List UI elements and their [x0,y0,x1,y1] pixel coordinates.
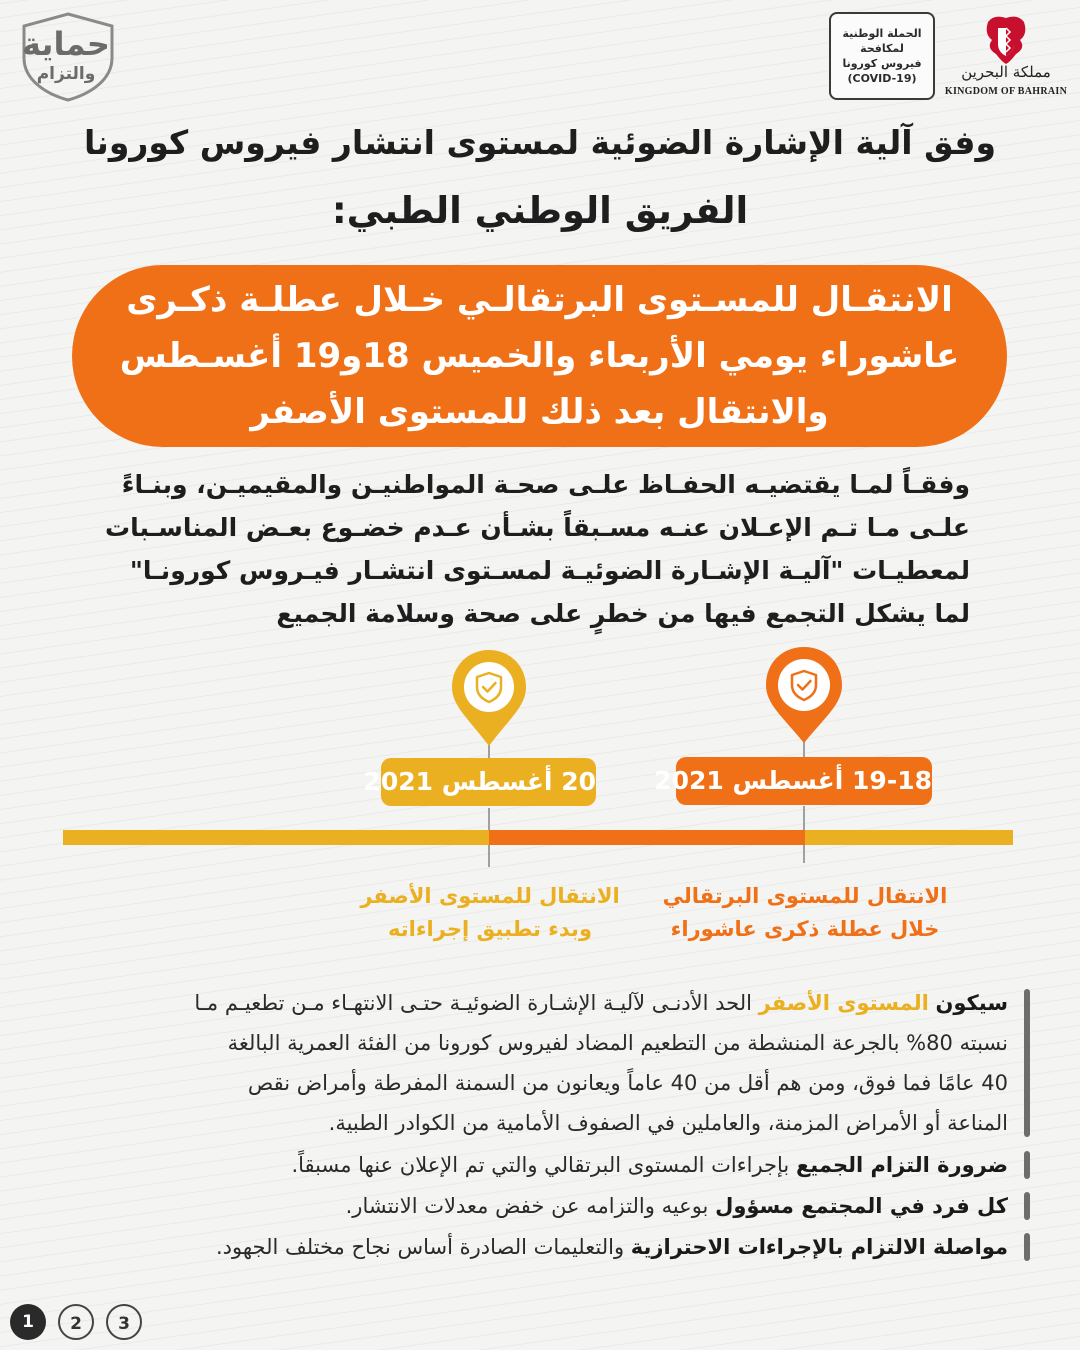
bullet-text: بوعيه والتزامه عن خفض معدلات الانتشار. [345,1194,709,1218]
shield-check-icon [764,645,844,745]
timeline-connector [488,845,490,867]
bullet-line: المناعة أو الأمراض المزمنة، والعاملين في الصفوف الأمامية من الكوادر الطبية. [328,1111,1008,1135]
campaign-line: فيروس كورونا [842,57,922,70]
bahrain-emblem-icon [984,14,1028,66]
date-pill-august-18-19: 19-18 أغسطس 2021 [676,757,932,805]
bullet-line [30,1186,1008,1226]
list-item [30,1186,1030,1226]
timeline-connector [488,808,490,830]
list-item [30,983,1030,1143]
timeline-orange-segment [489,830,805,845]
himaya-logo [18,12,118,102]
caption-line: وبدء تطبيق إجراءاته [388,917,592,941]
page-indicator-3[interactable]: 3 [106,1304,142,1340]
timeline-caption-orange [640,880,970,946]
bullet-bold: سيكون [935,991,1008,1015]
timeline-caption-yellow [330,880,650,946]
bullet-line [30,1227,1008,1267]
list-item [30,1145,1030,1185]
timeline-connector [803,806,805,830]
bullet-text: الحد الأدنـى لآليـة الإشـارة الضوئيـة حتـى الانتهـاء مـن تطعيـم مـا [194,991,752,1015]
bullet-line [30,983,1008,1023]
shield-check-icon [450,648,528,748]
himaya-logo-line2: والتزام [36,64,96,84]
list-item [30,1227,1030,1267]
page-title: وفق آلية الإشارة الضوئية لمستوى انتشار فيروس كورونا [84,123,996,162]
bullet-line: نسبته 80% بالجرعة المنشطة من التطعيم المضاد لفيروس كورونا من الفئة العمرية البالغة [227,1031,1008,1055]
caption-line: خلال عطلة ذكرى عاشوراء [670,917,940,941]
page-indicator-2[interactable]: 2 [58,1304,94,1340]
bullet-bold: مواصلة الالتزام بالإجراءات الاحترازية [630,1235,1008,1259]
paragraph-line: لما يشكل التجمع فيها من خطرٍ على صحة وسلامة الجميع [276,599,970,628]
banner-line: الانتقـال للمسـتوى البرتقالـي خـلال عطلـة ذكـرى [126,280,953,320]
kingdom-name-english: KINGDOM OF BAHRAIN [944,86,1068,97]
caption-line: الانتقال للمستوى البرتقالي [662,884,948,908]
bullet-line [30,1145,1008,1185]
banner-text [120,272,960,440]
paragraph-line: لمعطيـات "آليـة الإشـارة الضوئيـة لمسـتوى انتشـار فيـروس كورونـا" [129,556,970,585]
paragraph-line: علـى مـا تـم الإعـلان عنـه مسـبقاً بشـأن عـدم خضـوع بعـض المناسـبات [104,513,970,542]
bullet-bar [1024,989,1030,1137]
bullet-line: 40 عامًا فما فوق، ومن هم أقل من 40 عاماً ويعانون من السمنة المفرطة وأمراض نقص [247,1071,1008,1095]
campaign-line: لمكافحة [860,42,904,55]
campaign-line: (COVID-19) [847,72,917,85]
highlight-yellow-level: المستوى الأصفر [758,991,929,1015]
paragraph-line: وفقـاً لمـا يقتضيـه الحفـاظ علـى صحـة المواطنيـن والمقيميـن، وبنـاءً [121,470,970,499]
bullet-text: والتعليمات الصادرة أساس نجاح مختلف الجهود. [215,1235,625,1259]
announcement-banner [72,265,1007,447]
caption-line: الانتقال للمستوى الأصفر [360,884,620,908]
timeline-connector [803,845,805,863]
himaya-logo-line1: حماية [22,25,110,63]
date-pill-august-20: 20 أغسطس 2021 [381,758,596,806]
banner-line: والانتقال بعد ذلك للمستوى الأصفر [250,392,829,432]
intro-paragraph [90,463,970,635]
bullet-list [30,983,1030,1267]
bullet-bold: كل فرد في المجتمع مسؤول [715,1194,1008,1218]
bullet-text: بإجراءات المستوى البرتقالي والتي تم الإعلان عنها مسبقاً. [291,1153,790,1177]
bullet-bold: ضرورة التزام الجميع [795,1153,1008,1177]
campaign-line: الحملة الوطنية [842,27,922,40]
bullet-bar [1024,1233,1030,1261]
page-indicator-1[interactable]: 1 [10,1304,46,1340]
bullet-bar [1024,1151,1030,1179]
bullet-bar [1024,1192,1030,1220]
kingdom-name-arabic: مملكة البحرين [961,63,1051,81]
campaign-badge [829,12,935,100]
page-subtitle: الفريق الوطني الطبي: [331,189,749,232]
banner-line: عاشوراء يومي الأربعاء والخميس 18و19 أغسـطس [119,336,960,376]
